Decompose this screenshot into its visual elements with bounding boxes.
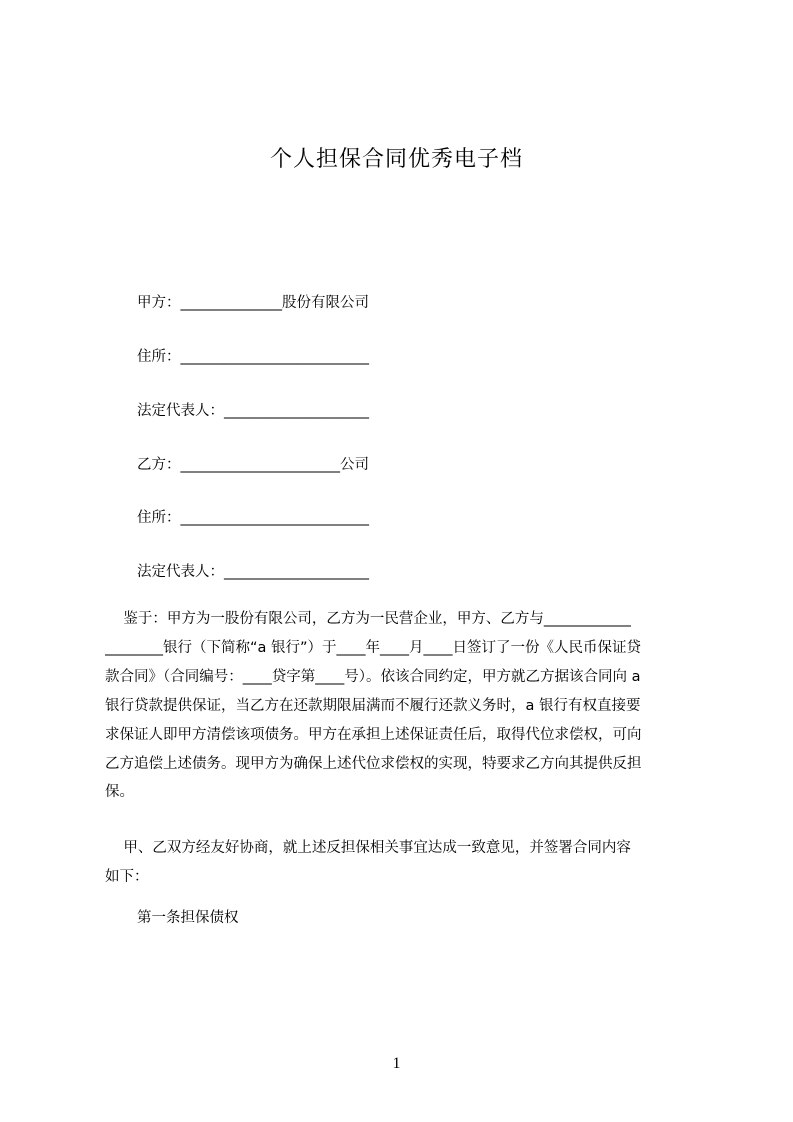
recital-line: 鉴于：甲方为一股份有限公司，乙方为一民营企业，甲方、乙方与____________: [105, 611, 631, 627]
party-b-representative-field: 法定代表人：____________________: [137, 564, 369, 580]
recital-line: 求保证人即甲方清偿该项债务。甲方在承担上述保证责任后，取得代位求偿权，可向: [105, 727, 642, 743]
recital-line: ________银行（下简称“a 银行”）于____年____月____日签订了一份《人民币保证贷: [105, 640, 642, 656]
party-b-address-field: 住所：__________________________: [137, 510, 369, 526]
party-a-field: 甲方：______________股份有限公司: [137, 295, 369, 311]
recital-line: 乙方追偿上述债务。现甲方为确保上述代位求偿权的实现，特要求乙方向其提供反担: [105, 756, 642, 772]
party-a-address-field: 住所：__________________________: [137, 349, 369, 365]
agreement-line: 甲、乙双方经友好协商，就上述反担保相关事宜达成一致意见，并签署合同内容: [105, 840, 631, 856]
page-number: 1: [392, 1055, 401, 1072]
recital-line: 保。: [105, 784, 134, 800]
article-heading: 第一条担保债权: [137, 910, 239, 926]
recital-line: 银行贷款提供保证，当乙方在还款期限届满而不履行还款义务时，a 银行有权直接要: [105, 698, 641, 714]
document-title: 个人担保合同优秀电子档: [269, 147, 523, 172]
agreement-line: 如下：: [105, 869, 149, 885]
recital-line: 款合同》（合同编号：____贷字第____号）。依该合同约定，甲方就乙方据该合同向 a: [105, 669, 641, 685]
party-a-representative-field: 法定代表人：____________________: [137, 403, 369, 419]
party-b-field: 乙方：______________________公司: [137, 457, 369, 473]
